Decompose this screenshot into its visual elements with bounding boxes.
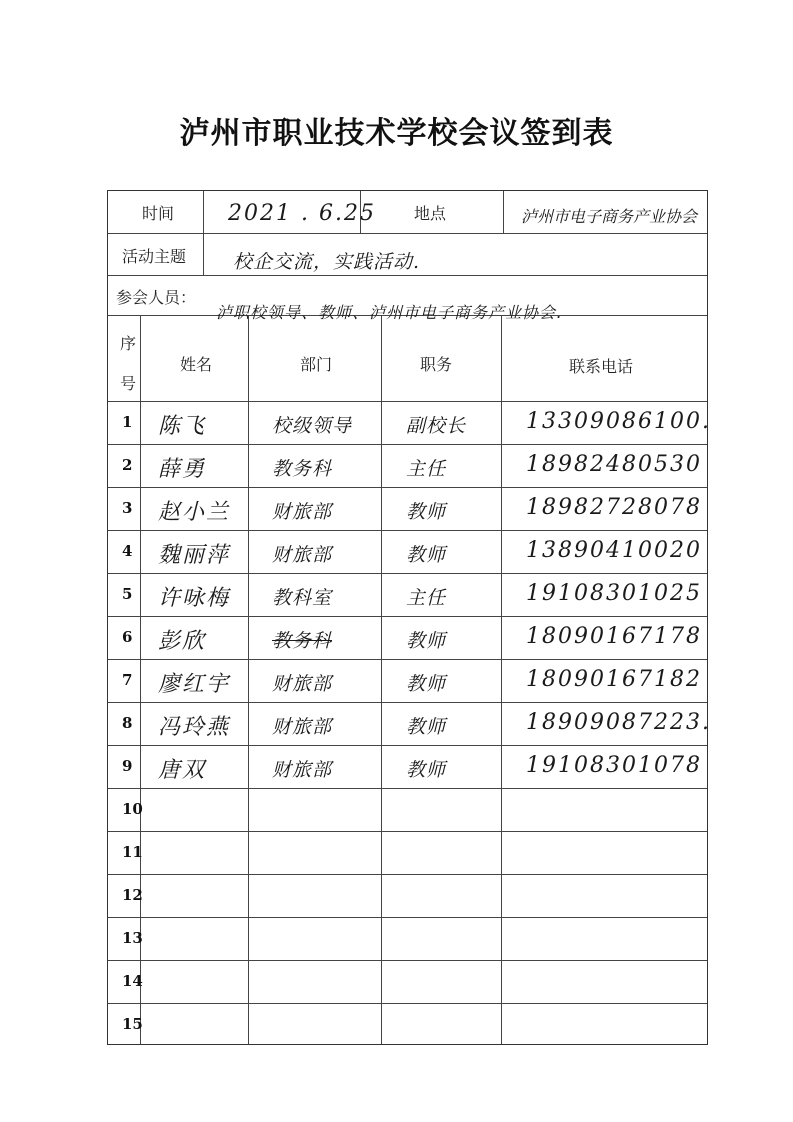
row-number: 1 [122,413,133,431]
table-row-divider [108,831,707,832]
table-row-divider [108,745,707,746]
attendee-dept: 财旅部 [272,544,333,566]
column-header-divider [108,401,707,402]
attendee-name: 廖红宇 [158,672,231,697]
row-number: 6 [122,628,133,646]
attendee-name: 魏丽萍 [158,543,231,568]
seq-header-bottom: 号 [120,374,137,393]
topic-value: 校企交流，实践活动. [233,251,421,273]
table-row-divider [108,1003,707,1004]
attendee-phone: 18909087223. [526,710,711,735]
row-number: 9 [122,757,133,775]
attendee-dept: 财旅部 [272,673,333,695]
attendee-phone: 19108301078 [526,753,702,778]
table-row-divider [108,659,707,660]
attendee-dept: 校级领导 [272,415,353,437]
header-column-divider [203,191,204,275]
row-number: 15 [122,1015,143,1033]
attendee-position: 副校长 [406,415,467,437]
attendee-phone: 13309086100. [526,409,711,434]
sign-in-sheet [107,190,711,1045]
attendee-position: 教师 [406,716,447,738]
attendee-dept: 教务科 [272,458,333,480]
header-column-divider [503,191,504,233]
attendees-label: 参会人员： [116,288,197,307]
name-column-header: 姓名 [180,355,213,374]
attendee-name: 赵小兰 [158,500,231,525]
attendee-position: 教师 [406,501,447,523]
header-row-divider [108,233,707,234]
table-row-divider [108,702,707,703]
attendee-position: 主任 [406,587,447,609]
topic-label: 活动主题 [122,247,187,266]
table-row-divider [108,874,707,875]
attendees-value: 泸职校领导、教师、泸州市电子商务产业协会. [216,303,563,322]
table-row-divider [108,960,707,961]
attendee-dept: 财旅部 [272,716,333,738]
seq-header-top: 序 [120,334,137,353]
row-number: 14 [122,972,143,990]
time-value: 2021 . 6.25 [228,201,376,226]
table-column-divider [248,315,249,1044]
attendee-name: 冯玲燕 [158,715,231,740]
attendee-phone: 19108301025 [526,581,702,606]
row-number: 5 [122,585,133,603]
dept-column-header: 部门 [300,355,333,374]
attendee-dept: 财旅部 [272,501,333,523]
attendee-phone: 18982728078 [526,495,702,520]
row-number: 13 [122,929,143,947]
row-number: 8 [122,714,133,732]
table-row-divider [108,788,707,789]
position-column-header: 职务 [420,355,453,374]
attendee-name: 薛勇 [158,457,207,482]
attendee-name: 许咏梅 [158,586,231,611]
table-row-divider [108,444,707,445]
attendee-dept: 财旅部 [272,759,333,781]
attendee-position: 教师 [406,673,447,695]
table-row-divider [108,573,707,574]
header-row-divider [108,275,707,276]
phone-column-header: 联系电话 [569,357,634,376]
attendee-name: 唐双 [158,758,207,783]
table-column-divider [381,315,382,1044]
place-label: 地点 [414,204,447,223]
attendee-phone: 13890410020 [526,538,702,563]
table-column-divider [501,315,502,1044]
time-label: 时间 [142,204,175,223]
attendee-phone: 18982480530 [526,452,702,477]
row-number: 2 [122,456,133,474]
attendee-position: 教师 [406,544,447,566]
row-number: 3 [122,499,133,517]
table-row-divider [108,917,707,918]
attendee-position: 教师 [406,759,447,781]
attendee-name: 彭欣 [158,629,207,654]
attendee-phone: 18090167182 [526,667,702,692]
row-number: 10 [122,800,143,818]
table-row-divider [108,487,707,488]
table-row-divider [108,616,707,617]
attendee-name: 陈飞 [158,414,207,439]
attendee-dept: 教务科 [272,630,333,652]
attendee-phone: 18090167178 [526,624,702,649]
form-title: 泸州市职业技术学校会议签到表 [179,116,614,151]
row-number: 12 [122,886,143,904]
attendee-position: 主任 [406,458,447,480]
row-number: 11 [122,843,143,861]
attendee-position: 教师 [406,630,447,652]
place-value: 泸州市电子商务产业协会 [521,207,698,226]
table-row-divider [108,530,707,531]
row-number: 7 [122,671,133,689]
attendee-dept: 教科室 [272,587,333,609]
row-number: 4 [122,542,133,560]
